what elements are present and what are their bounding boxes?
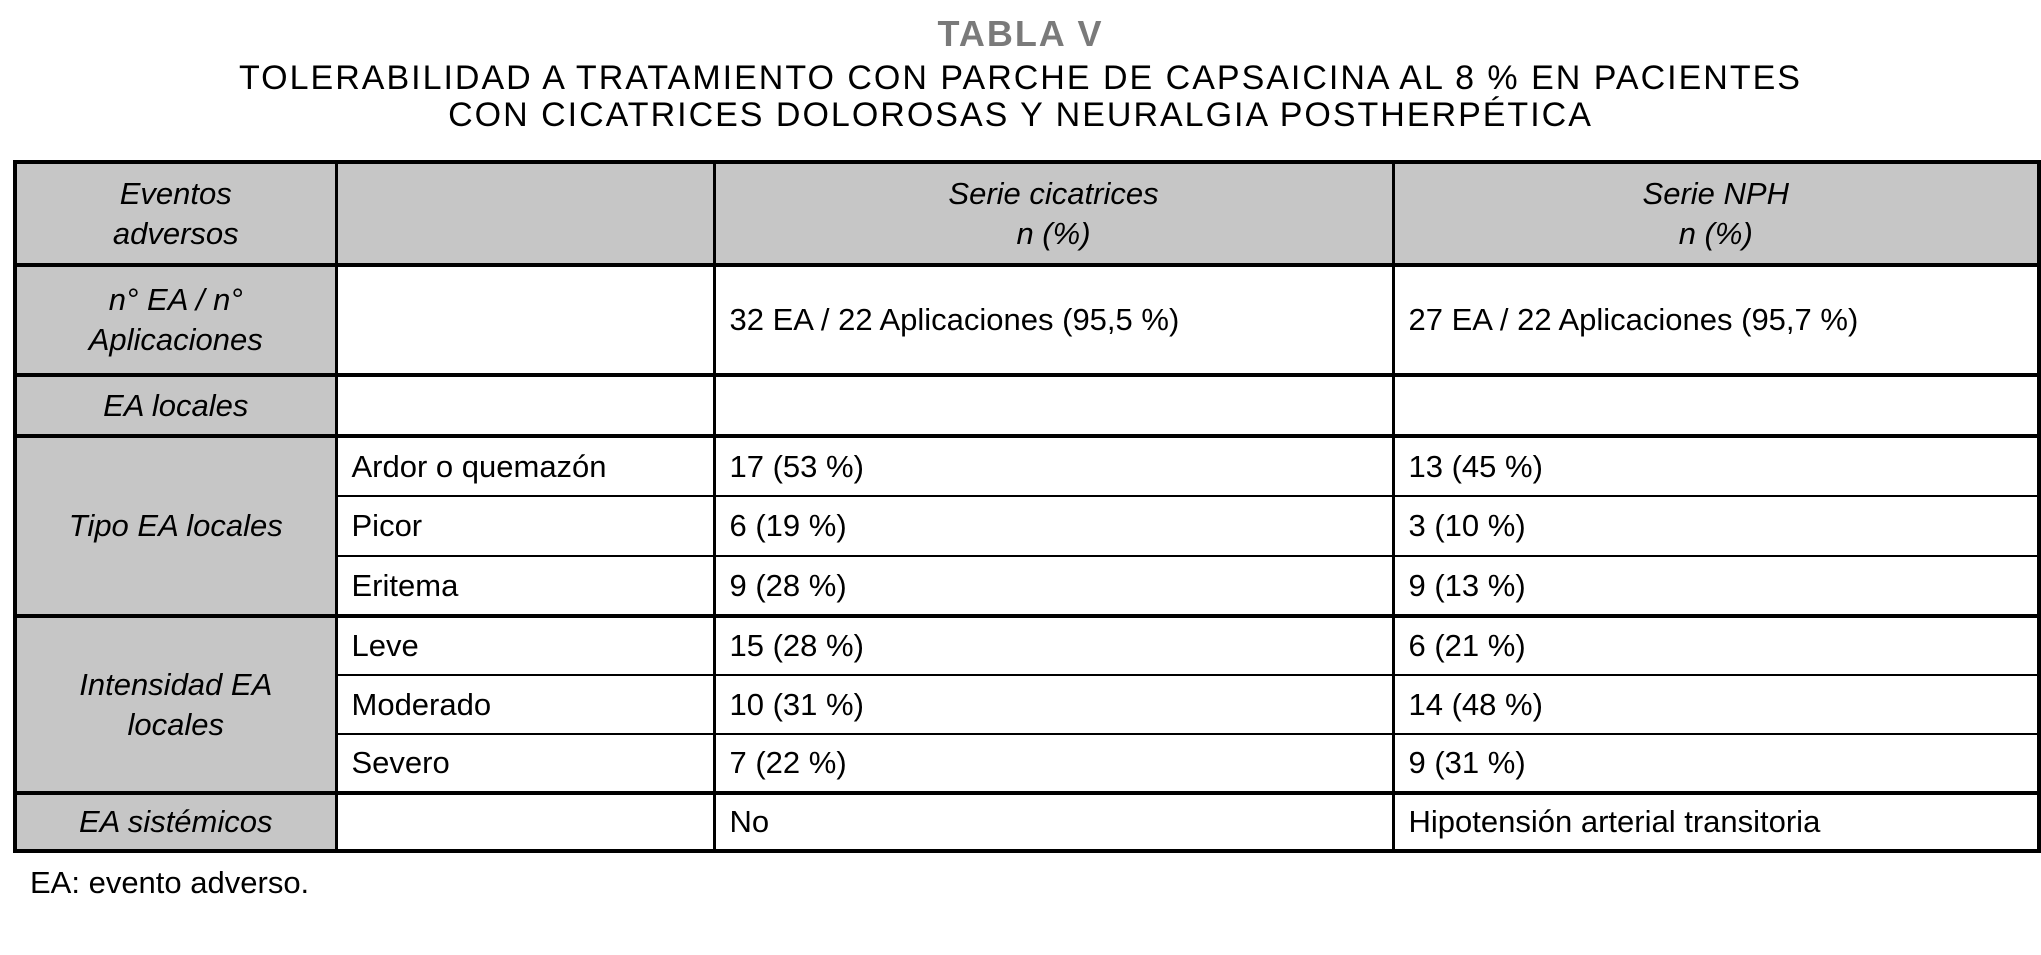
cell-ea-locales-cicatrices <box>714 375 1393 436</box>
cell-ea-locales-nph <box>1393 375 2039 436</box>
table-subtitle-line2: CON CICATRICES DOLOROSAS Y NEURALGIA POSTHERPÉTICA <box>448 96 1593 134</box>
header-serie-cicatrices-line2: n (%) <box>1016 215 1091 251</box>
adverse-events-table <box>13 160 2041 853</box>
table-caption: TABLA V <box>937 13 1104 54</box>
cell-picor-nph: 3 (10 %) <box>1393 496 2039 556</box>
rowlabel-n-ea-line2: Aplicaciones <box>88 322 263 357</box>
cell-moderado-nph: 14 (48 %) <box>1393 675 2039 734</box>
header-cell-eventos-adversos <box>15 162 336 265</box>
rowlabel-intensidad-ea-locales <box>15 616 336 793</box>
rowlabel-n-ea-line1: n° EA / n° <box>108 282 243 317</box>
cell-severo-cicatrices: 7 (22 %) <box>714 734 1393 793</box>
cell-n-ea-nph: 27 EA / 22 Aplicaciones (95,7 %) <box>1393 265 2039 375</box>
rowlabel-ea-sistemicos: EA sistémicos <box>15 793 336 851</box>
cell-picor-label: Picor <box>336 496 714 556</box>
table-subtitle-line1: TOLERABILIDAD A TRATAMIENTO CON PARCHE DE CAPSAICINA AL 8 % EN PACIENTES <box>239 59 1802 97</box>
cell-severo-nph: 9 (31 %) <box>1393 734 2039 793</box>
cell-severo-label: Severo <box>336 734 714 793</box>
cell-picor-cicatrices: 6 (19 %) <box>714 496 1393 556</box>
row-n-ea-aplicaciones <box>15 265 2039 375</box>
header-row <box>15 162 2039 265</box>
row-tipo-ardor <box>15 436 2039 496</box>
row-intensidad-leve <box>15 616 2039 675</box>
cell-eritema-label: Eritema <box>336 556 714 616</box>
cell-leve-cicatrices: 15 (28 %) <box>714 616 1393 675</box>
cell-ea-sistemicos-nph: Hipotensión arterial transitoria <box>1393 793 2039 851</box>
cell-n-ea-sub <box>336 265 714 375</box>
cell-ardor-nph: 13 (45 %) <box>1393 436 2039 496</box>
cell-leve-label: Leve <box>336 616 714 675</box>
cell-ea-sistemicos-cicatrices: No <box>714 793 1393 851</box>
cell-n-ea-cicatrices: 32 EA / 22 Aplicaciones (95,5 %) <box>714 265 1393 375</box>
rowlabel-tipo-ea-locales: Tipo EA locales <box>15 436 336 616</box>
rowlabel-ea-locales: EA locales <box>15 375 336 436</box>
cell-leve-nph: 6 (21 %) <box>1393 616 2039 675</box>
rowlabel-intensidad-line1: Intensidad EA <box>79 666 273 702</box>
header-serie-nph-line2: n (%) <box>1678 215 1753 251</box>
table-footnote: EA: evento adverso. <box>30 865 310 900</box>
rowlabel-n-ea-aplicaciones <box>15 265 336 375</box>
cell-eritema-nph: 9 (13 %) <box>1393 556 2039 616</box>
rowlabel-intensidad-line2: locales <box>127 706 224 742</box>
header-serie-nph-line1: Serie NPH <box>1642 175 1789 211</box>
cell-ea-locales-sub <box>336 375 714 436</box>
cell-ea-sistemicos-sub <box>336 793 714 851</box>
row-ea-locales <box>15 375 2039 436</box>
header-eventos-line1: Eventos <box>119 175 232 211</box>
table-subtitle <box>0 60 2041 134</box>
header-cell-empty <box>336 162 714 265</box>
header-cell-serie-nph <box>1393 162 2039 265</box>
header-eventos-line2: adversos <box>112 215 239 251</box>
row-ea-sistemicos <box>15 793 2039 851</box>
cell-moderado-cicatrices: 10 (31 %) <box>714 675 1393 734</box>
cell-eritema-cicatrices: 9 (28 %) <box>714 556 1393 616</box>
cell-moderado-label: Moderado <box>336 675 714 734</box>
header-cell-serie-cicatrices <box>714 162 1393 265</box>
cell-ardor-cicatrices: 17 (53 %) <box>714 436 1393 496</box>
header-serie-cicatrices-line1: Serie cicatrices <box>948 175 1159 211</box>
cell-ardor-label: Ardor o quemazón <box>336 436 714 496</box>
